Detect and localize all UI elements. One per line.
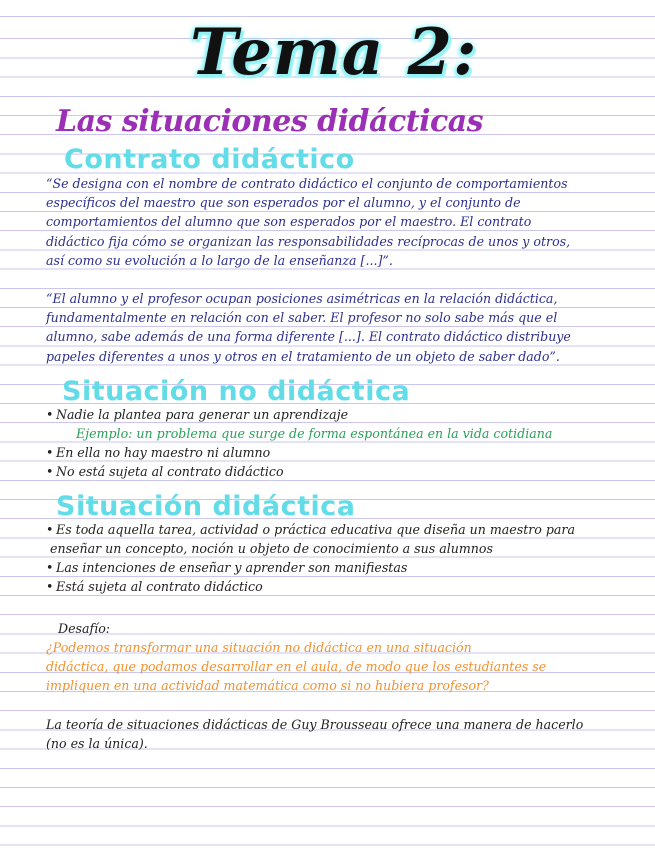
list-item-text: En ella no hay maestro ni alumno xyxy=(56,445,271,460)
question-line: didáctica, que podamos desarrollar en el aula, de modo que los estudiantes se xyxy=(46,659,547,675)
bullet-icon: • xyxy=(46,445,54,460)
desafio-question xyxy=(46,638,626,696)
list-item xyxy=(46,405,626,424)
bullet-icon: • xyxy=(46,579,54,594)
page-subtitle: Las situaciones didácticas xyxy=(56,104,484,139)
bullet-icon: • xyxy=(46,407,54,422)
question-line: impliquen en una actividad matemática como si no hubiera profesor? xyxy=(46,678,489,694)
list-item xyxy=(46,520,626,539)
list-item xyxy=(46,462,626,481)
example-text: Ejemplo: un problema que surge de forma espontánea en la vida cotidiana xyxy=(76,426,553,441)
list-item-text: Está sujeta al contrato didáctico xyxy=(56,579,263,594)
quote-line: comportamientos del alumno que son esperados por el maestro. El contrato xyxy=(46,214,532,230)
conclusion xyxy=(46,715,626,753)
quote-line: didáctico fija cómo se organizan las responsabilidades recíprocas de unos y otros, xyxy=(46,233,571,249)
bullet-icon: • xyxy=(46,560,54,575)
quote-line: específicos del maestro que son esperados por el alumno, y el conjunto de xyxy=(46,195,521,211)
bullet-icon: • xyxy=(46,522,54,537)
quote-line: “El alumno y el profesor ocupan posiciones asimétricas en la relación didáctica, xyxy=(46,291,558,306)
list-item xyxy=(46,443,626,462)
list-item-text: No está sujeta al contrato didáctico xyxy=(56,464,284,479)
list-item xyxy=(46,577,626,596)
quote-line: papeles diferentes a unos y otros en el tratamiento de un objeto de saber dado”. xyxy=(46,348,560,364)
conclusion-line: (no es la única). xyxy=(46,736,148,752)
heading-contrato-didactico: Contrato didáctico xyxy=(64,144,355,175)
list-item xyxy=(46,558,626,577)
quote-line: “Se designa con el nombre de contrato didáctico el conjunto de comportamientos xyxy=(46,176,568,191)
quote-contrato-2 xyxy=(46,289,626,366)
list-item-continuation: enseñar un concepto, noción u objeto de conocimiento a sus alumnos xyxy=(50,541,493,556)
quote-line: alumno, sabe además de una forma diferente [...]. El contrato didáctico distribuye xyxy=(46,329,571,345)
conclusion-line: La teoría de situaciones didácticas de Guy Brousseau ofrece una manera de hacerlo xyxy=(46,717,584,732)
page-title: Tema 2: xyxy=(190,15,478,90)
heading-situacion-didactica: Situación didáctica xyxy=(56,491,356,522)
quote-contrato-1 xyxy=(46,174,626,270)
quote-line: fundamentalmente en relación con el saber. El profesor no solo sabe más que el xyxy=(46,310,558,326)
list-item-text: Las intenciones de enseñar y aprender son manifiestas xyxy=(56,560,408,575)
question-line: ¿Podemos transformar una situación no didáctica en una situación xyxy=(46,640,472,655)
heading-situacion-no-didactica: Situación no didáctica xyxy=(62,376,411,407)
bullet-icon: • xyxy=(46,464,54,479)
quote-line: así como su evolución a lo largo de la enseñanza [...]”. xyxy=(46,252,393,268)
desafio-label: Desafío: xyxy=(58,621,111,636)
list-item-text: Nadie la plantea para generar un aprendizaje xyxy=(56,407,349,422)
list-item-text: Es toda aquella tarea, actividad o práctica educativa que diseña un maestro para xyxy=(56,522,575,537)
